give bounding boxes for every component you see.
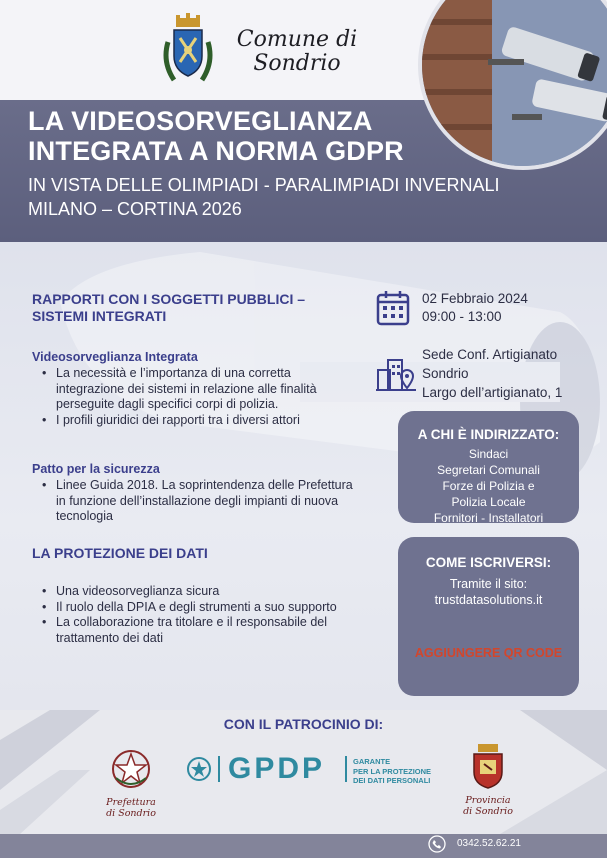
audience-title: A CHI È INDIRIZZATO:	[417, 427, 560, 442]
signup-title: COME ISCRIVERSI:	[425, 555, 552, 570]
signup-line1: Tramite il sito:	[449, 577, 528, 591]
event-venue: Sede Conf. Artigianato	[422, 347, 558, 362]
prefettura-emblem-icon	[110, 748, 152, 790]
audience-line: Segretari Comunali	[437, 463, 540, 477]
patto-list	[38, 478, 358, 525]
subtitle-line1: IN VISTA DELLE OLIMPIADI - PARALIMPIADI INVERNALI	[28, 175, 500, 195]
event-date: 02 Febbraio 2024	[422, 291, 528, 306]
subsection-title-patto: Patto per la sicurezza	[32, 462, 160, 476]
phone-icon	[428, 835, 446, 853]
comune-name	[232, 28, 362, 76]
section1-title	[32, 291, 305, 325]
gpdp-divider	[218, 756, 220, 782]
protezione-list	[38, 584, 358, 646]
list-item: • Il ruolo della DPIA e degli strumenti a suo supporto	[38, 600, 358, 616]
phone-number[interactable]: 0342.52.62.21	[457, 838, 521, 849]
subtitle-line2: MILANO – CORTINA 2026	[28, 199, 242, 219]
subsection-title-videosorveglianza: Videosorveglianza Integrata	[32, 350, 198, 364]
audience-line: Fornitori - Installatori	[433, 511, 544, 525]
list-item: • La necessità e l’importanza di una corretta integrazione dei sistemi in relazione alle finalità perseguite dagli specifici corpi di polizia.	[38, 366, 358, 413]
comune-line2: Sondrio	[253, 51, 341, 76]
signup-card	[398, 537, 579, 696]
audience-line: Sindaci	[468, 447, 509, 461]
gpdp-divider	[345, 756, 347, 782]
list-item: • Linee Guida 2018. La soprintendenza delle Prefettura in funzione dell’installazione degli impianti di nuova tecnologia	[38, 478, 358, 525]
page-subtitle	[28, 173, 499, 221]
gpdp-sub1: GARANTE	[353, 757, 391, 766]
videosorveglianza-list	[38, 366, 358, 428]
comune-line1: Comune di	[236, 27, 358, 52]
title-line1: LA VIDEOSORVEGLIANZA	[28, 106, 373, 136]
section1-title-line1: RAPPORTI CON I SOGGETTI PUBBLICI –	[32, 291, 306, 307]
section2-title: LA PROTEZIONE DEI DATI	[32, 545, 208, 561]
list-item: • Una videosorveglianza sicura	[38, 584, 358, 600]
audience-line: Forze di Polizia e	[442, 479, 535, 493]
calendar-icon	[376, 290, 410, 326]
event-time: 09:00 - 13:00	[422, 309, 502, 324]
prefettura-caption	[98, 797, 164, 819]
signup-website-link[interactable]: trustdatasolutions.it	[434, 593, 543, 607]
gpdp-sub3: DEI DATI PERSONALI	[353, 776, 431, 785]
provincia-caption	[456, 795, 520, 817]
qr-code-note: AGGIUNGERE QR CODE	[414, 646, 563, 660]
title-line2: INTEGRATA A NORMA GDPR	[28, 136, 404, 166]
provincia-crest-icon	[470, 742, 506, 790]
gpdp-emblem-icon	[186, 756, 212, 782]
event-address: Largo dell’artigianato, 1	[422, 385, 563, 400]
list-item: • La collaborazione tra titolare e il responsabile del trattamento dei dati	[38, 615, 358, 646]
audience-line: Polizia Locale	[451, 495, 526, 509]
gpdp-sub2: PER LA PROTEZIONE	[353, 766, 432, 776]
provincia-line1: Provincia	[465, 795, 511, 806]
prefettura-line2: di Sondrio	[106, 808, 156, 819]
prefettura-line1: Prefettura	[106, 797, 156, 808]
event-city: Sondrio	[422, 366, 469, 381]
section1-title-line2: SISTEMI INTEGRATI	[32, 308, 167, 324]
provincia-line2: di Sondrio	[463, 806, 513, 817]
patronage-title: CON IL PATROCINIO DI:	[223, 716, 384, 732]
gpdp-logo-text: GPDP	[228, 752, 326, 785]
building-location-icon	[376, 356, 416, 392]
list-item: • I profili giuridici dei rapporti tra i diversi attori	[38, 413, 358, 429]
audience-card	[398, 411, 579, 523]
gpdp-subtitle	[353, 757, 431, 786]
page-title	[28, 106, 404, 166]
comune-crest-icon	[160, 12, 216, 88]
